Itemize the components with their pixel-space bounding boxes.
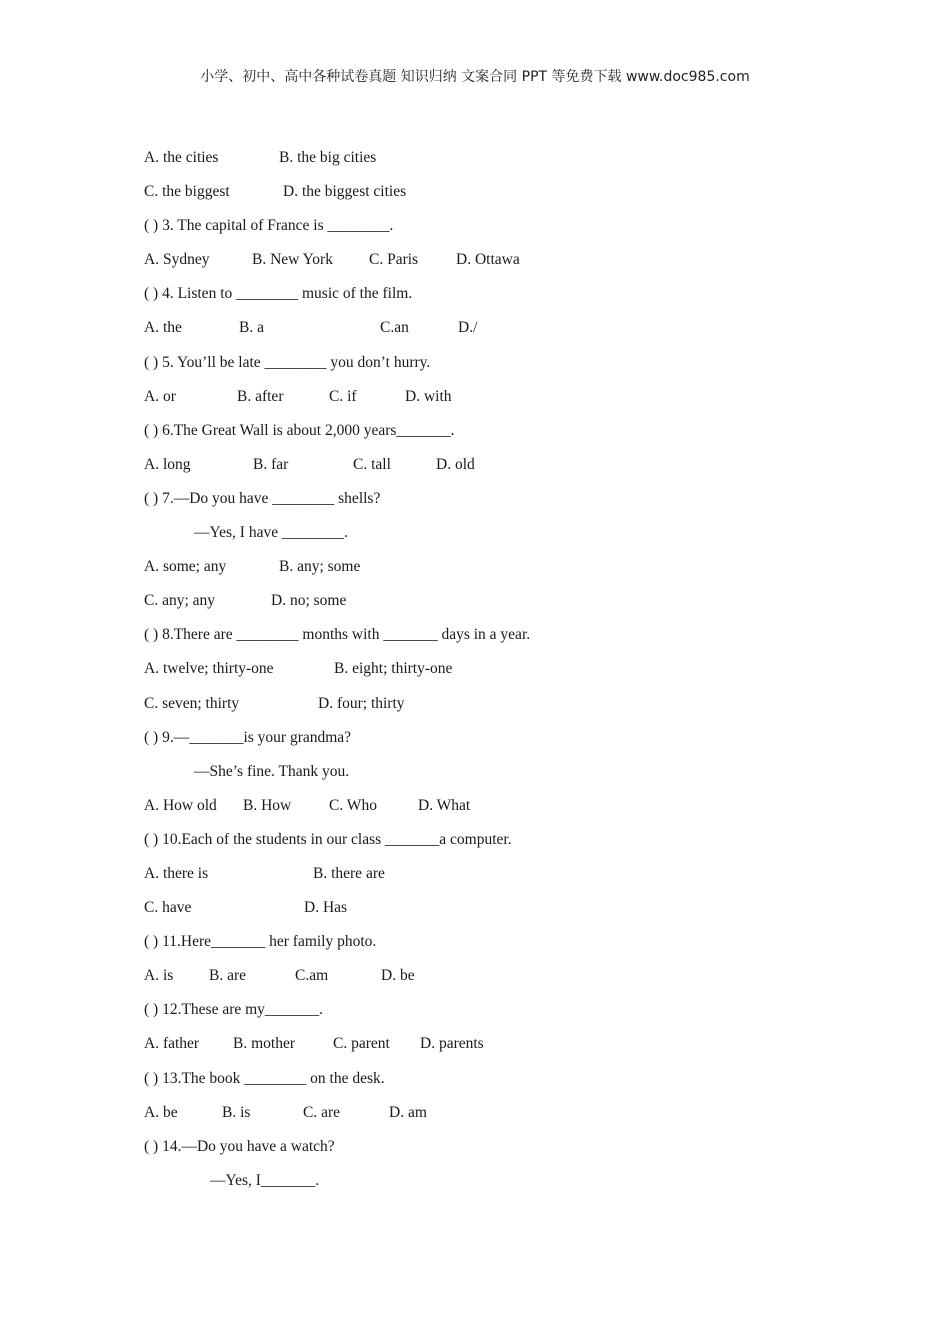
question-list <box>144 146 844 1203</box>
option-b: B. is <box>222 1103 251 1121</box>
option-d: D./ <box>458 319 478 337</box>
response-text: —She’s fine. Thank you. <box>194 762 350 780</box>
question-text: ( ) 9.—_______is your grandma? <box>144 728 352 746</box>
question-10 <box>144 828 844 862</box>
option-b: B. New York <box>252 251 333 269</box>
option-b: B. are <box>209 967 247 985</box>
option-d: D. four; thirty <box>318 694 405 712</box>
options-line <box>144 692 844 726</box>
option-b: B. there are <box>313 864 385 882</box>
option-c: C. if <box>329 387 357 405</box>
response-text: —Yes, I_______. <box>210 1171 320 1189</box>
options-line <box>144 385 844 419</box>
options-line <box>144 180 844 214</box>
option-a: A. or <box>144 387 176 405</box>
option-d: D. be <box>381 967 415 985</box>
option-d: D. What <box>418 796 471 814</box>
question-text: ( ) 14.—Do you have a watch? <box>144 1137 335 1155</box>
option-c: C. seven; thirty <box>144 694 240 712</box>
option-c: C. any; any <box>144 592 216 610</box>
options-line <box>144 794 844 828</box>
question-5 <box>144 351 844 385</box>
options-line <box>144 146 844 180</box>
option-c: C. Who <box>329 796 377 814</box>
options-line <box>144 589 844 623</box>
option-b: B. far <box>253 455 289 473</box>
answer-line <box>144 760 844 794</box>
question-6 <box>144 419 844 453</box>
option-b: B. any; some <box>279 558 361 576</box>
page-header: 小学、初中、高中各种试卷真题 知识归纳 文案合同 PPT 等免费下载 www.doc985.com <box>200 69 750 85</box>
question-text: ( ) 12.These are my_______. <box>144 1001 324 1019</box>
question-text: ( ) 6.The Great Wall is about 2,000 years_______. <box>144 421 455 439</box>
option-a: A. Sydney <box>144 251 210 269</box>
option-b: B. after <box>237 387 284 405</box>
option-d: D. parents <box>420 1035 484 1053</box>
question-13 <box>144 1067 844 1101</box>
option-c: C. the biggest <box>144 183 230 201</box>
question-9 <box>144 726 844 760</box>
options-line <box>144 1032 844 1066</box>
option-b: B. mother <box>233 1035 295 1053</box>
option-b: B. How <box>243 796 292 814</box>
options-line <box>144 316 844 350</box>
question-text: ( ) 7.—Do you have ________ shells? <box>144 489 381 507</box>
option-a: A. twelve; thirty-one <box>144 660 274 678</box>
options-line <box>144 555 844 589</box>
question-text: ( ) 3. The capital of France is ________. <box>144 217 394 235</box>
option-b: B. the big cities <box>279 149 377 166</box>
options-line <box>144 1101 844 1135</box>
option-d: D. Ottawa <box>456 251 520 269</box>
option-c: C. Paris <box>369 251 419 269</box>
option-c: C. parent <box>333 1035 390 1053</box>
response-text: —Yes, I have ________. <box>194 524 348 542</box>
options-line <box>144 453 844 487</box>
option-d: D. am <box>389 1103 427 1121</box>
option-a: A. the <box>144 319 182 337</box>
options-line <box>144 657 844 691</box>
option-a: A. be <box>144 1103 178 1121</box>
question-text: ( ) 10.Each of the students in our class _______a computer. <box>144 830 512 848</box>
question-8 <box>144 623 844 657</box>
question-text: ( ) 4. Listen to ________ music of the film. <box>144 285 413 303</box>
option-d: D. Has <box>304 899 348 917</box>
question-text: ( ) 13.The book ________ on the desk. <box>144 1069 385 1087</box>
question-12 <box>144 998 844 1032</box>
options-line <box>144 896 844 930</box>
option-a: A. there is <box>144 864 209 882</box>
question-3 <box>144 214 844 248</box>
option-b: B. eight; thirty-one <box>334 660 453 678</box>
option-d: D. no; some <box>271 592 347 610</box>
option-c: C.am <box>295 967 329 985</box>
answer-line <box>144 521 844 555</box>
option-d: D. with <box>405 387 452 405</box>
question-text: ( ) 5. You’ll be late ________ you don’t hurry. <box>144 353 431 371</box>
option-a: A. How old <box>144 796 217 814</box>
option-a: A. some; any <box>144 558 227 576</box>
option-c: C.an <box>380 319 409 337</box>
option-a: A. father <box>144 1035 200 1053</box>
question-14 <box>144 1135 844 1169</box>
option-b: B. a <box>239 319 264 337</box>
options-line <box>144 862 844 896</box>
option-a: A. long <box>144 455 191 473</box>
option-d: D. old <box>436 455 475 473</box>
question-7 <box>144 487 844 521</box>
option-c: C. have <box>144 899 192 917</box>
option-c: C. are <box>303 1103 341 1121</box>
question-text: ( ) 8.There are ________ months with _______ days in a year. <box>144 626 531 644</box>
option-d: D. the biggest cities <box>283 183 407 201</box>
question-4 <box>144 282 844 316</box>
question-11 <box>144 930 844 964</box>
answer-line <box>144 1169 844 1203</box>
option-a: A. is <box>144 967 174 985</box>
options-line <box>144 964 844 998</box>
options-line <box>144 248 844 282</box>
question-text: ( ) 11.Here_______ her family photo. <box>144 933 377 951</box>
option-a: A. the cities <box>144 149 219 166</box>
option-c: C. tall <box>353 455 391 473</box>
